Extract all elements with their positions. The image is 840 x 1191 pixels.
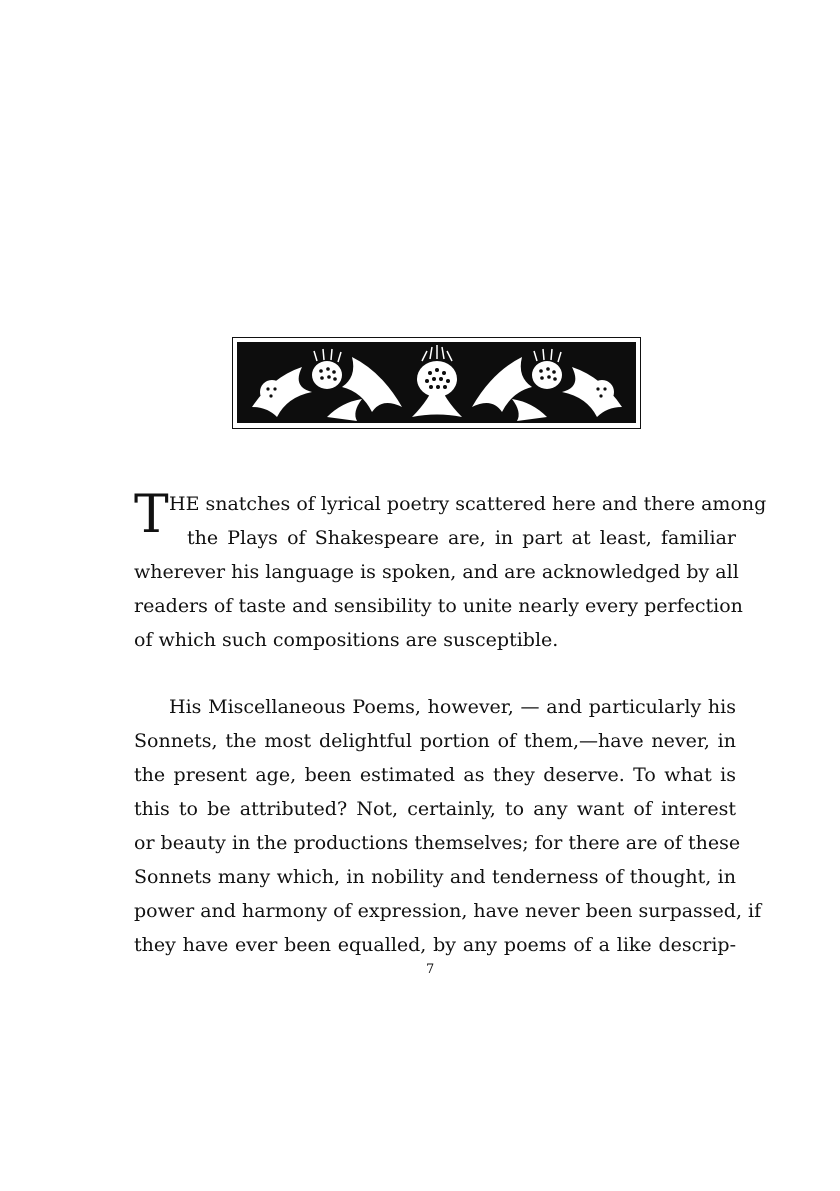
paragraph-1-line-4: readers of taste and sensibility to unite nearly every perfection [134, 595, 743, 617]
paragraph-1-line-1: HE snatches of lyrical poetry scattered here and there among [169, 493, 767, 515]
paragraph-2-line-1: His Miscellaneous Poems, however, — and particularly his [169, 696, 736, 718]
thistle-ornament-icon [232, 337, 641, 429]
paragraph-1-line-2: the Plays of Shakespeare are, in part at least, familiar [187, 527, 736, 549]
paragraph-2-line-7: power and harmony of expression, have never been surpassed, if [134, 900, 762, 922]
paragraph-2-line-2: Sonnets, the most delightful portion of them,—have never, in [134, 730, 736, 752]
paragraph-2 [134, 690, 762, 962]
paragraph-1 [134, 485, 767, 657]
paragraph-2-line-8: they have ever been equalled, by any poems of a like descrip- [134, 934, 736, 956]
paragraph-2-line-4: this to be attributed? Not, certainly, to any want of interest [134, 798, 736, 820]
drop-cap-letter: T [134, 485, 169, 545]
paragraph-2-line-5: or beauty in the productions themselves; for there are of these [134, 832, 741, 854]
decorative-headpiece [232, 337, 641, 429]
paragraph-2-line-3: the present age, been estimated as they deserve. To what is [134, 764, 736, 786]
paragraph-2-line-6: Sonnets many which, in nobility and tenderness of thought, in [134, 866, 736, 888]
paragraph-1-line-5: of which such compositions are susceptible. [134, 629, 559, 651]
page-number: 7 [426, 962, 435, 977]
paragraph-1-line-3: wherever his language is spoken, and are acknowledged by all [134, 561, 739, 583]
